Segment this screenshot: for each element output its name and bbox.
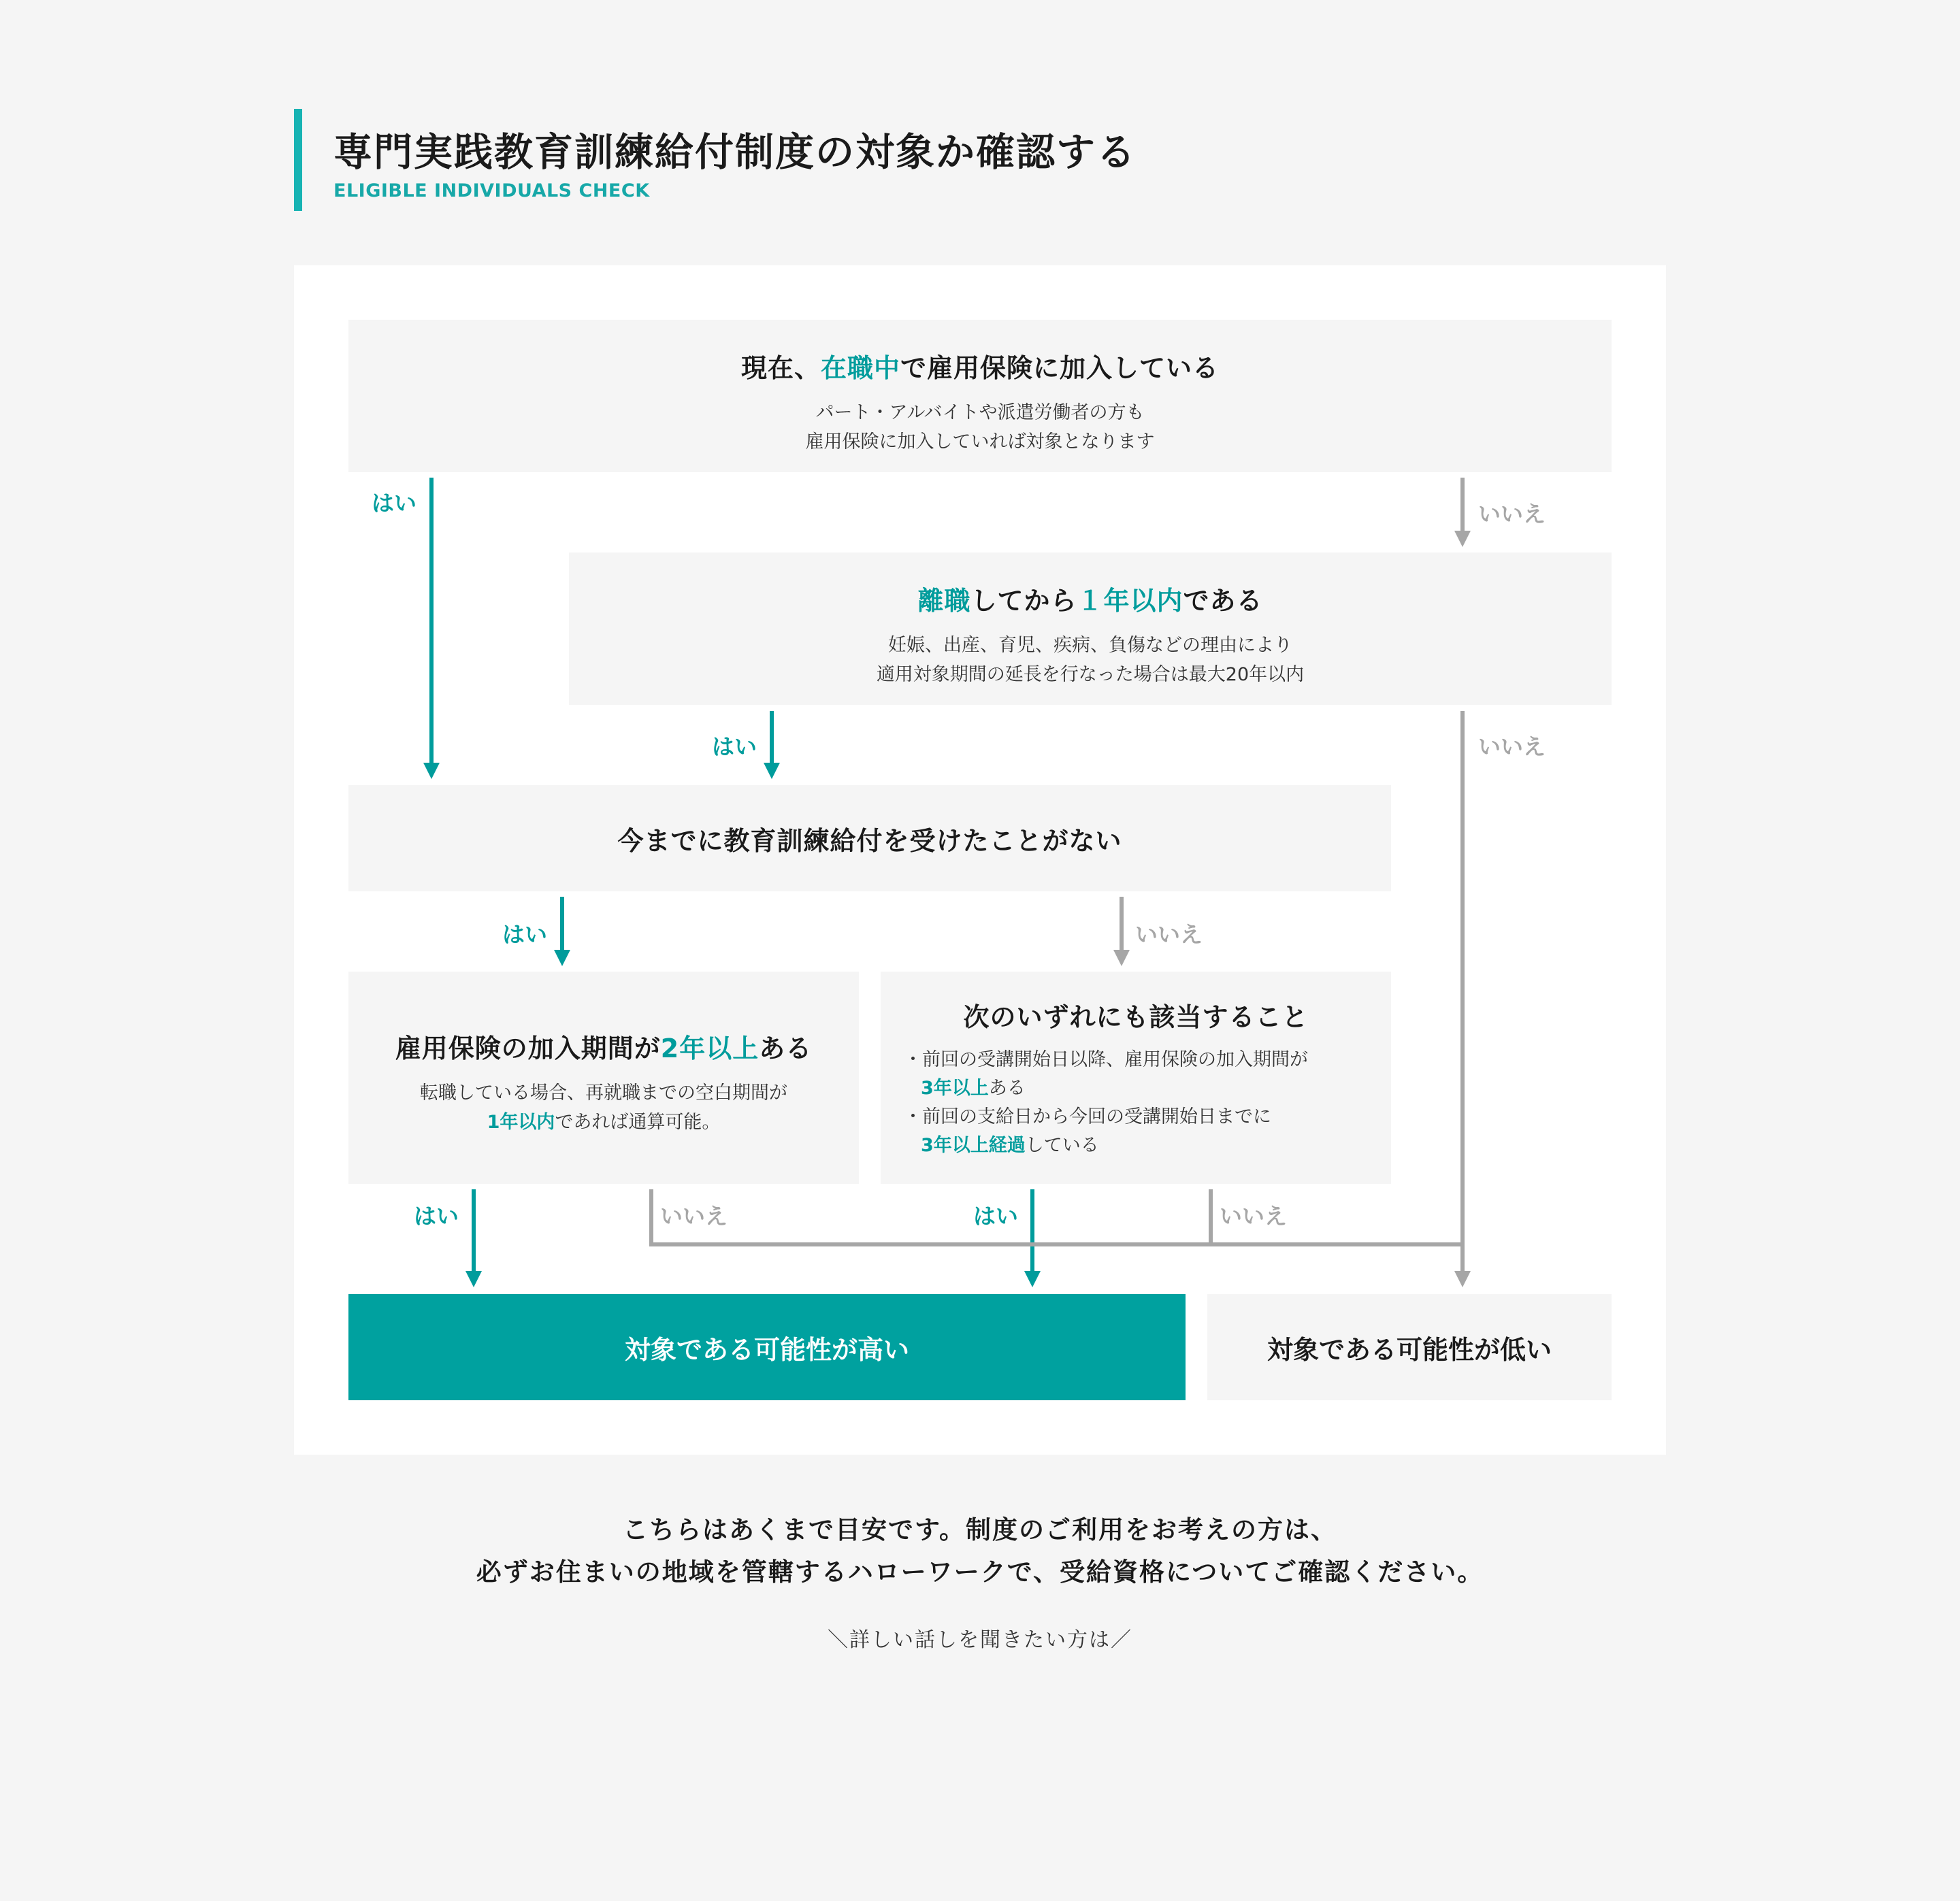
label-no-q1: いいえ bbox=[1478, 501, 1546, 527]
question-employed-heading: 現在、在職中で雇用保険に加入している bbox=[740, 353, 1220, 383]
question-all-conditions-heading: 次のいずれにも該当すること bbox=[963, 1002, 1309, 1032]
question-left-job-heading: 離職してから１年以内である bbox=[917, 586, 1263, 616]
condition-item: ・前回の支給日から今回の受講開始日までに bbox=[904, 1106, 1271, 1127]
page-title: 専門実践教育訓練給付制度の対象か確認する bbox=[333, 130, 1137, 175]
label-yes-q2: はい bbox=[712, 733, 757, 760]
label-no-q3: いいえ bbox=[1135, 921, 1203, 948]
label-no-q2: いいえ bbox=[1478, 733, 1546, 760]
question-insured-2-years-note: 転職している場合、再就職までの空白期間が 1年以内であれば通算可能。 bbox=[420, 1082, 787, 1133]
question-insured-2-years bbox=[348, 972, 859, 1184]
question-employed-note: パート・アルバイトや派遣労働者の方も 雇用保険に加入していれば対象となります bbox=[805, 402, 1155, 452]
question-never-received-heading: 今までに教育訓練給付を受けたことがない bbox=[617, 825, 1122, 856]
question-insured-2-years-heading: 雇用保険の加入期間が2年以上ある bbox=[395, 1034, 813, 1063]
label-yes-q5: はい bbox=[973, 1203, 1018, 1229]
label-no-q4: いいえ bbox=[660, 1203, 728, 1229]
question-never-received bbox=[348, 785, 1391, 891]
question-employed bbox=[348, 320, 1612, 472]
disclaimer-note: こちらはあくまで目安です。制度のご利用をお考えの方は、 必ずお住まいの地域を管轄するハローワークで、受給資格についてご確認ください。 bbox=[476, 1515, 1484, 1587]
label-yes-q1: はい bbox=[372, 490, 416, 516]
question-all-conditions bbox=[881, 972, 1391, 1184]
condition-item-cont: 3年以上経過している bbox=[921, 1135, 1099, 1156]
question-left-job bbox=[569, 552, 1612, 705]
question-left-job-note: 妊娠、出産、育児、疾病、負傷などの理由により 適用対象期間の延長を行なった場合は最大20年以内 bbox=[876, 635, 1305, 685]
question-all-conditions-list bbox=[904, 1046, 1391, 1160]
result-likely-eligible: 対象である可能性が高い bbox=[348, 1294, 1186, 1400]
more-info-link[interactable]: ＼詳しい話しを聞きたい方は／ bbox=[828, 1628, 1132, 1652]
condition-item-cont: 3年以上ある bbox=[921, 1078, 1026, 1099]
result-unlikely-eligible: 対象である可能性が低い bbox=[1207, 1294, 1612, 1400]
page-subtitle: ELIGIBLE INDIVIDUALS CHECK bbox=[333, 180, 650, 201]
label-yes-q3: はい bbox=[502, 921, 547, 948]
label-yes-q4: はい bbox=[414, 1203, 459, 1229]
label-no-q5: いいえ bbox=[1220, 1203, 1287, 1229]
condition-item: ・前回の受講開始日以降、雇用保険の加入期間が bbox=[904, 1049, 1308, 1070]
